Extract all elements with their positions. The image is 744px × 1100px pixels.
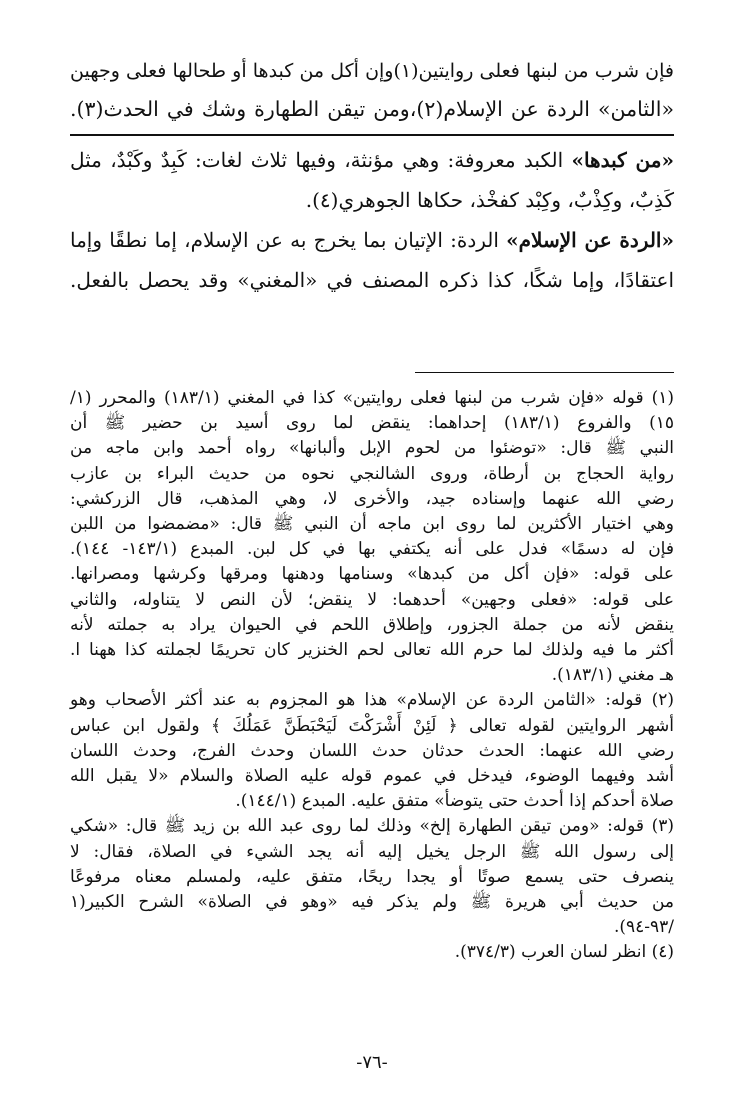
footnote-line: صلاة أحدكم إذا أحدث حتى يتوضأ» متفق عليه. المبدع (١٤٤/١). [235, 791, 674, 812]
footnote-line: أكثر ما فيه ولذلك لما حرم الله تعالى لحم الخنزير كان تحريمًا لجملته كذا ههنا ا. [70, 640, 674, 661]
main-text-line: فإن شرب من لبنها فعلى روايتين(١)وإن أكل من كبدها أو طحالها فعلى وجهين [70, 60, 674, 82]
commentary-term: «الردة عن الإسلام» [506, 228, 674, 252]
footnote-line: إلى رسول الله ﷺ الرجل يخيل إليه أنه يجد الشيء في الصلاة، فقال: لا [70, 841, 674, 862]
commentary [70, 140, 674, 300]
footnote-line: على قوله: «فعلى وجهين» أحدهما: لا ينقض؛ لأن النص لا يتناوله، والثاني [70, 589, 674, 610]
footnote-line: وهي اختيار الأكثرين لما روى ابن ماجه أن النبي ﷺ قال: «مضمضوا من اللبن [70, 514, 674, 535]
footnote-line: رضي الله عنهما وإسناده جيد، والأخرى لا، وهي المذهب، قال الزركشي: [70, 488, 674, 509]
footnote-line: /٩٣-٩٤). [613, 917, 674, 938]
footnote-line: فإن له دسمًا» فدل على أنه يكتفي بها في كل لبن. المبدع (١٤٣/١- ١٤٤). [70, 539, 674, 560]
footnote-line: رضي الله عنهما: الحدث حدثان حدث اللسان وحدث الفرج، وحدث اللسان [70, 740, 674, 761]
commentary-line [70, 220, 674, 260]
footnote-line: هـ مغني (١٨٣/١). [551, 665, 674, 686]
main-text-line: «الثامن» الردة عن الإسلام(٢)،ومن تيقن الطهارة وشك في الحدث(٣). [70, 97, 674, 121]
footnote-line: ينقض لأنه من جملة الجزور، وإطلاق اللحم في الحيوان يراد به جملته لأنه [70, 614, 674, 635]
footnote-line: ينصرف حتى يسمع صوتًا أو يجدا ريحًا، متفق عليه، ولمسلم معناه مرفوعًا [70, 866, 674, 887]
footnote-line: (٤) انظر لسان العرب (٣٧٤/٣). [454, 942, 674, 963]
page-number: -٧٦- [356, 1052, 388, 1073]
footnote-line: أشد وفيهما الوضوء، فيدخل في عموم قوله عليه الصلاة والسلام «لا يقبل الله [70, 766, 674, 787]
main-text [70, 52, 674, 128]
footnote-line: ١٥) والفروع (١٨٣/١) إحداهما: ينقض لما روى أسيد بن حضير ﷺ أن [70, 413, 674, 434]
main-text-divider [70, 134, 674, 136]
commentary-text: الكبد معروفة: وهي مؤنثة، وفيها ثلاث لغات: كَبِدٌ وكَبْدٌ، مثل [70, 148, 564, 172]
footnote-line: (٣) قوله: «ومن تيقن الطهارة إلخ» وذلك لما روى عبد الله بن زيد ﷺ قال: «شكي [70, 816, 674, 837]
footnote-line: من حديث أبي هريرة ﷺ ولم يذكر فيه «وهو في الصلاة» الشرح الكبير(١ [70, 892, 674, 913]
commentary-text: الردة: الإتيان بما يخرج به عن الإسلام، إما نطقًا وإما [70, 228, 499, 252]
commentary-line [70, 140, 674, 180]
commentary-line: كَذِبٌ، وكِذْبٌ، وكِبْد كفخْذ، حكاها الجوهري(٤). [305, 188, 674, 212]
footnote-line: أشهر الروايتين لقوله تعالى ﴿ لَئِنْ أَشْرَكْتَ لَيَحْبَطَنَّ عَمَلُكَ ﴾ ولقول ابن عباس [70, 715, 674, 736]
footnote-line: (١) قوله «فإن شرب من لبنها فعلى روايتين» كذا في المغني (١٨٣/١) والمحرر (١/ [70, 388, 674, 408]
commentary-term: «من كبدها» [571, 148, 674, 172]
footnotes [70, 386, 674, 966]
footnote-separator [415, 372, 674, 373]
footnote-line: (٢) قوله: «الثامن الردة عن الإسلام» هذا هو المجزوم به عند أكثر الأصحاب وهو [70, 690, 675, 711]
footnote-line: رواية الحجاج بن أرطاة، وروى الشالنجي نحوه من حديث البراء بن عازب [70, 463, 674, 484]
footnote-line: النبي ﷺ قال: «توضئوا من لحوم الإبل وألبانها» رواه أحمد وابن ماجه من [70, 438, 674, 459]
footnote-line: على قوله: «فإن أكل من كبدها» وسنامها ودهنها ومرقها وكرشها ومصرانها. [70, 564, 674, 585]
commentary-line: اعتقادًا، وإما شكًا، كذا ذكره المصنف في «المغني» وقد يحصل بالفعل. [70, 268, 674, 292]
